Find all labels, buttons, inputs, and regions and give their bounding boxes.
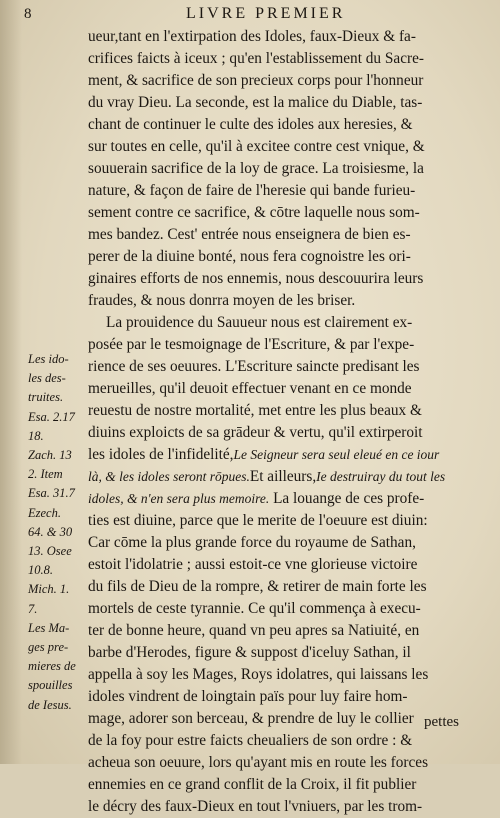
text-run: diuins exploicts de sa grādeur & vertu, qu'il extirperoit [88,424,423,441]
margin-note-line: truites. [28,390,64,405]
text-run: Car cōme la plus grande force du royaume de Sathan, [88,534,416,551]
text-line [88,774,416,796]
text-run: La louange de ces profe- [269,490,425,507]
text-run: sement contre ce sacrifice, & cōtre laquelle nous som- [88,204,420,221]
text-line [88,422,423,444]
text-run: ter de bonne heure, quand vn peu apres sa Natiuité, en [88,622,420,639]
text-line [88,202,420,224]
text-line [88,114,413,136]
text-line [88,664,428,686]
text-line [88,752,428,774]
text-line [88,356,420,378]
text-run: chant de continuer le culte des idoles aux heresies, & [88,116,413,133]
text-run: du fils de Dieu de la rompre, & retirer de main forte les [88,578,427,595]
catchword: pettes [424,714,459,730]
text-line [88,48,424,70]
margin-note-line: ges pre- [28,640,69,654]
text-run: nature, & façon de faire de l'heresie qui bande furieu- [88,182,416,199]
text-line [88,400,422,422]
italic-quotation: idoles, & n'en sera plus memoire. [88,491,270,506]
margin-note-line: mieres de [28,659,76,674]
text-run: merueilles, qu'il deuoit effectuer venant en ce monde [88,380,412,397]
text-run: sur toutes en celle, qu'il à excitee contre cest vnique, & [88,138,425,155]
text-line [88,554,417,576]
margin-note-line: 64. & 30 [28,524,73,539]
text-line [88,730,412,752]
text-run: ties est diuine, parce que le merite de l'oeuure est diuin: [88,512,428,529]
text-line [88,510,428,532]
text-line [88,642,411,664]
text-run: acheua son oeuure, lors qu'ayant mis en route les forces [88,754,429,771]
text-line [88,180,415,202]
margin-note-line: 10.8. [28,563,53,578]
margin-note-line: 2. Item [28,467,63,482]
text-line [88,708,414,730]
text-run: du vray Dieu. La seconde, est la malice du Diable, tas- [88,94,423,111]
text-run: La prouidence du Sauueur nous est clairement ex- [106,314,413,331]
italic-quotation: là, & les idoles seront rōpues. [88,469,250,484]
text-line [88,136,425,158]
text-run: posée par le tesmoignage de l'Escriture, & par l'expe- [88,336,415,353]
text-line [88,488,424,510]
text-line [88,598,421,620]
margin-note-line: de Iesus. [28,697,72,712]
text-line [88,26,416,48]
text-run: le décry des faux-Dieux en tout l'vniuers, par les trom- [88,798,423,815]
text-run: mortels de ceste tyrannie. Ce qu'il commença à execu- [88,600,421,617]
text-run: mage, adorer son berceau, & prendre de luy le collier [88,710,414,727]
text-line [88,444,439,466]
margin-note-line: Zach. 13 [28,448,72,462]
text-run: appella à soy les Mages, Roys idolatres, qui laissans les [88,666,429,683]
text-run: ennemies en ce grand conflit de la Croix, il fit publier [88,776,417,793]
text-run: crifices faicts à iceux ; qu'en l'establissement du Sacre- [88,50,424,67]
margin-note-line: spouilles [28,678,73,693]
text-line [88,796,422,818]
italic-quotation: Le Seigneur sera seul eleué en ce iour [233,447,440,462]
margin-note-line: Les ido- [28,352,69,366]
text-line [88,620,419,642]
margin-note-line: Ezech. [28,505,61,520]
margin-note-line: 18. [28,428,44,443]
text-run: ment, & sacrifice de son precieux corps pour l'honneur [88,72,424,89]
text-run: barbe d'Herodes, figure & suppost d'iceluy Sathan, il [88,644,411,661]
text-run: fraudes, & nous donrra moyen de les briser. [88,292,356,309]
text-line [88,334,414,356]
text-run: rience de ses oeuures. L'Escriture saincte predisant les [88,358,420,375]
page-gutter-shadow [0,0,22,764]
italic-quotation: Ie destruiray du tout les [316,469,446,484]
text-run: de la foy pour estre faicts cheualiers de son ordre : & [88,732,413,749]
text-run: souuerain sacrifice de la loy de grace. La troisiesme, la [88,160,424,177]
margin-note-line: Mich. 1. [28,582,70,597]
text-run: ueur,tant en l'extirpation des Idoles, faux-Dieux & fa- [88,28,416,45]
text-run: estoit l'idolatrie ; aussi estoit-ce vne glorieuse victoire [88,556,418,573]
text-line [88,532,416,554]
margin-note-line: les des- [28,371,66,386]
text-line [88,70,423,92]
text-line [88,268,423,290]
text-line [88,158,424,180]
text-run: perer de la diuine bonté, nous fera cognoistre les ori- [88,248,411,265]
text-run: les idoles de l'infidelité, [88,446,234,463]
text-line [88,686,407,708]
text-line [88,290,355,312]
margin-note-line: 7. [28,601,38,616]
text-run: idoles vindrent de loingtain païs pour luy faire hom- [88,688,408,705]
margin-note-line: Les Ma- [28,620,70,635]
margin-note-line: 13. Osee [28,544,72,558]
margin-note-line: Esa. 31.7 [28,486,75,501]
running-title: LIVRE PREMIER [186,5,346,22]
page-number: 8 [24,6,32,22]
margin-note-line: Esa. 2.17 [28,409,75,424]
text-line [88,466,445,488]
text-run: Et ailleurs, [249,468,317,485]
text-line [88,246,411,268]
text-line [88,92,422,114]
text-line [88,378,412,400]
text-run: mes bandez. Cest' entrée nous enseignera de bien es- [88,226,411,243]
page-header [0,4,500,24]
text-line [88,312,412,334]
text-line [88,576,427,598]
text-run: ginaires efforts de nos ennemis, nous descouurira leurs [88,270,424,287]
text-run: reuestu de nostre mortalité, met entre les plus beaux & [88,402,422,419]
text-line [88,224,411,246]
